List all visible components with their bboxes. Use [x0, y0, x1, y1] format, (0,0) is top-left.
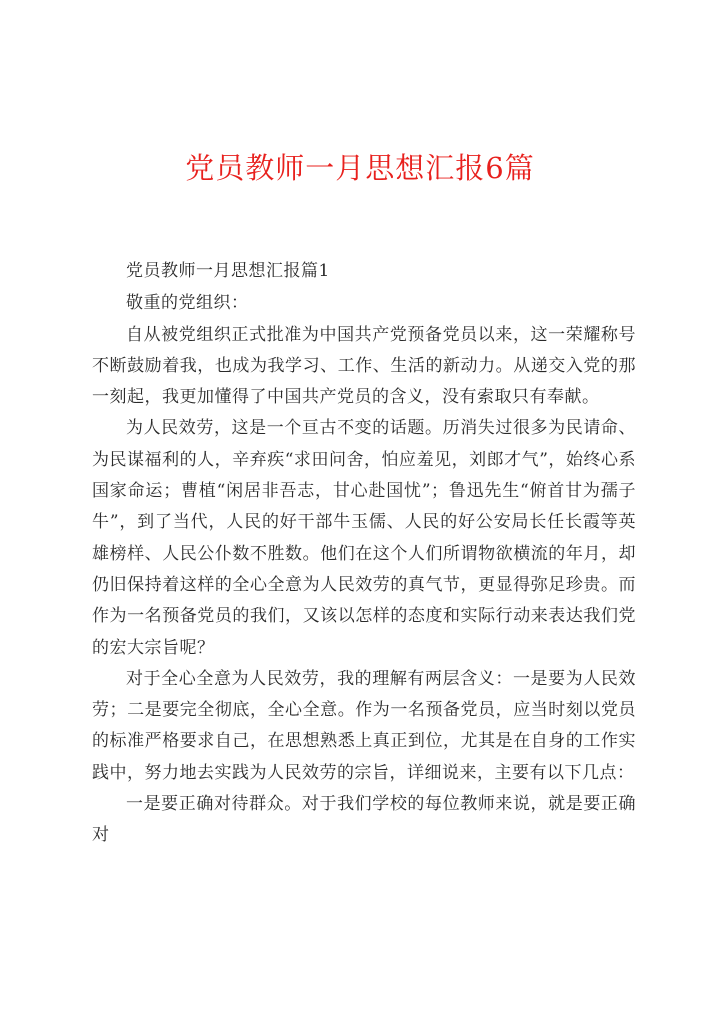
- document-body: [92, 256, 636, 852]
- body-paragraph: 一是要正确对待群众。对于我们学校的每位教师来说，就是要正确对: [92, 794, 636, 846]
- body-paragraph: 自从被党组织正式批准为中国共产党预备党员以来，这一荣耀称号不断鼓励着我，也成为我学习、工作、生活的新动力。从递交入党的那一刻起，我更加懂得了中国共产党员的含义，没有索取只有奉献。: [92, 324, 636, 408]
- salutation: 敬重的党组织：: [126, 293, 249, 314]
- body-paragraph: 对于全心全意为人民效劳，我的理解有两层含义：一是要为人民效劳；二是要完全彻底，全心全意。作为一名预备党员，应当时刻以党员的标准严格要求自己，在思想熟悉上真正到位，尤其是在自身的工作实践中，努力地去实践为人民效劳的宗旨，详细说来，主要有以下几点：: [92, 668, 636, 783]
- section-heading: 党员教师一月思想汇报篇1: [126, 261, 330, 281]
- document-title: 党员教师一月思想汇报6篇: [185, 151, 535, 185]
- body-paragraph: 为人民效劳，这是一个亘古不变的话题。历消失过很多为民请命、为民谋福利的人，辛弃疾“求田问舍，怕应羞见，刘郎才气”，始终心系国家命运；曹植“闲居非吾志，甘心赴国忧”；鲁迅先生“俯首甘为孺子牛”，到了当代，人民的好干部牛玉儒、人民的好公安局长任长霞等英雄榜样、人民公仆数不胜数。他们在这个人们所谓物欲横流的年月，却仍旧保持着这样的全心全意为人民效劳的真气节，更显得弥足珍贵。而作为一名预备党员的我们，又该以怎样的态度和实际行动来表达我们党的宏大宗旨呢？: [92, 418, 636, 658]
